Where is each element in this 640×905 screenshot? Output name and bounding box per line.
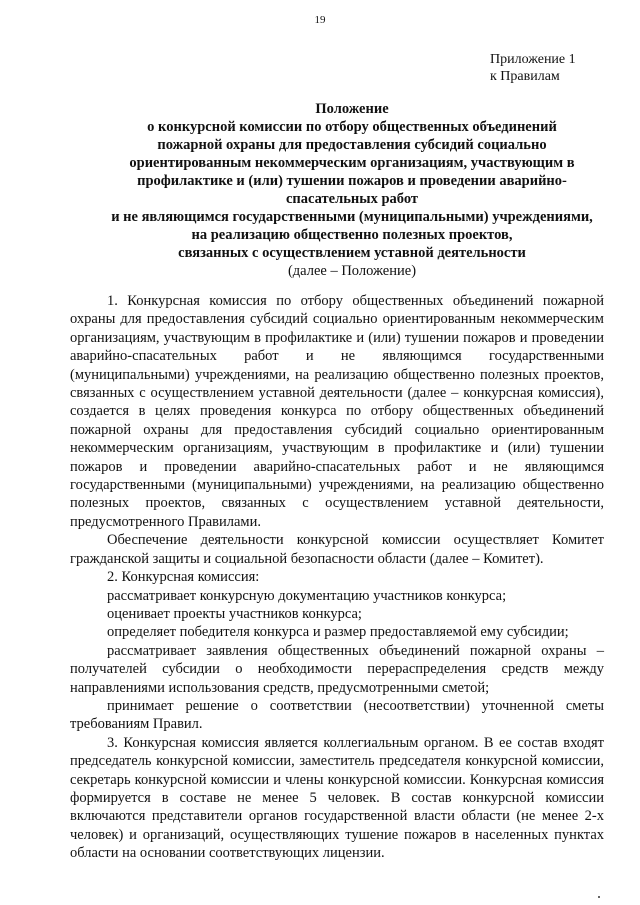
title-line: профилактике и (или) тушении пожаров и проведении аварийно-	[137, 173, 567, 189]
list-item: рассматривает конкурсную документацию участников конкурса;	[107, 587, 507, 604]
list-item: рассматривает заявления общественных объединений пожарной охраны – получателей субсидии о необходимости перераспределения средств между направлениями использования средств, предусмотренными сметой;	[70, 642, 604, 696]
list-item: принимает решение о соответствии (несоответствии) уточненной сметы требованиям Правил.	[70, 697, 604, 733]
title-line: связанных с осуществлением уставной деятельности	[178, 245, 526, 261]
title-line: и не являющимся государственными (муниципальными) учреждениями,	[111, 209, 593, 225]
title-line: о конкурсной комиссии по отбору общественных объединений	[147, 119, 557, 135]
list-item: оценивает проекты участников конкурса;	[107, 605, 362, 622]
title-line: Положение	[315, 101, 389, 117]
paragraph-3: 3. Конкурсная комиссия является коллегиальным органом. В ее состав входят председатель конкурсной комиссии, заместитель председателя конкурсной комиссии, секретарь конкурсной комиссии и члены конкурсной комиссии. Конкурсная комиссия формируется в составе не менее 5 человек. В состав конкурсной комиссии включаются представители органов государственной власти области (не менее 2-х человек) и организаций, осуществляющих тушение пожаров в населенных пунктах области на основании соответствующих лицензии.	[70, 734, 604, 862]
paragraph-2-heading: 2. Конкурсная комиссия:	[107, 569, 260, 586]
paragraph-1: 1. Конкурсная комиссия по отбору общественных объединений пожарной охраны для предоставления субсидий социально ориентированным некоммерческим организациям, участвующим в профилактике и (или) тушении пожаров и проведении аварийно-спасательных работ и не являющимся государственными (муниципальными) учреждениями, на реализацию общественно полезных проектов, связанных с осуществлением уставной деятельности (далее – конкурсная комиссия), создается в целях проведения конкурса по отбору общественных объединений пожарной охраны для предоставления субсидий социально ориентированным некоммерческим организациям, участвующим в профилактике и (или) тушении пожаров и проведении аварийно-спасательных работ и не являющимся государственными (муниципальными) учреждениями, на реализацию общественно полезных проектов, связанных с осуществлением уставной деятельности, предусмотренного Правилами.	[70, 293, 604, 530]
title-line: ориентированным некоммерческим организациям, участвующим в	[129, 155, 575, 171]
document-body	[70, 292, 604, 863]
title-line: пожарной охраны для предоставления субсидий социально	[157, 137, 547, 153]
document-title	[100, 100, 604, 280]
page-number: 19	[314, 14, 326, 26]
appendix-line-2: к Правилам	[490, 69, 560, 84]
paragraph-support: Обеспечение деятельности конкурсной комиссии осуществляет Комитет гражданской защиты и социальной безопасности области (далее – Комитет).	[70, 532, 604, 567]
title-line: на реализацию общественно полезных проектов,	[191, 227, 513, 243]
list-item: определяет победителя конкурса и размер предоставляемой ему субсидии;	[107, 624, 569, 641]
scan-speck	[598, 896, 600, 898]
appendix-note	[490, 51, 576, 85]
appendix-line-1: Приложение 1	[490, 52, 576, 67]
title-subtitle: (далее – Положение)	[287, 263, 417, 279]
title-line: спасательных работ	[286, 191, 418, 207]
